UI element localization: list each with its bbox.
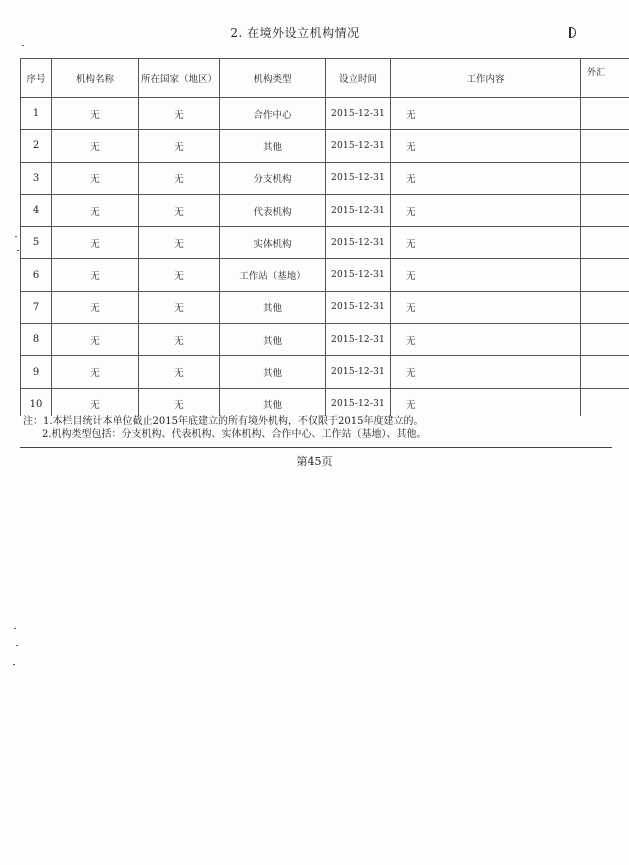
row-index-cell: 5 — [21, 227, 52, 259]
country-cell: 无 — [139, 98, 220, 130]
work-content-cell: 无 — [391, 98, 581, 130]
establish-date-cell: 2015-12-31 — [326, 324, 391, 356]
institution-name-cell: 无 — [52, 388, 139, 416]
country-cell: 无 — [139, 356, 220, 388]
section-title: 2. 在境外设立机构情况 — [230, 26, 360, 40]
institution-type-cell: 分支机构 — [220, 162, 326, 194]
institution-type-cell: 实体机构 — [220, 227, 326, 259]
foreign-exchange-cell — [581, 130, 629, 162]
country-cell: 无 — [139, 291, 220, 323]
divider — [20, 447, 612, 448]
row-index-cell: 8 — [21, 324, 52, 356]
table-row — [21, 259, 629, 291]
foreign-exchange-cell — [581, 194, 629, 226]
header-institution-type: 机构类型 — [220, 59, 326, 98]
table-notes — [23, 416, 613, 441]
work-content-cell: 无 — [391, 259, 581, 291]
foreign-exchange-cell — [581, 162, 629, 194]
institution-name-cell: 无 — [52, 259, 139, 291]
header-work-content: 工作内容 — [391, 59, 581, 98]
institution-name-cell: 无 — [52, 194, 139, 226]
country-cell: 无 — [139, 162, 220, 194]
table-row — [21, 194, 629, 226]
work-content-cell: 无 — [391, 194, 581, 226]
work-content-cell: 无 — [391, 291, 581, 323]
institution-name-cell: 无 — [52, 162, 139, 194]
establish-date-cell: 2015-12-31 — [326, 162, 391, 194]
row-index-cell: 3 — [21, 162, 52, 194]
row-index-cell: 10 — [21, 388, 52, 416]
institution-type-cell: 工作站（基地） — [220, 259, 326, 291]
establish-date-cell: 2015-12-31 — [326, 194, 391, 226]
establish-date-cell: 2015-12-31 — [326, 291, 391, 323]
work-content-cell: 无 — [391, 227, 581, 259]
header-establish-date: 设立时间 — [326, 59, 391, 98]
country-cell: 无 — [139, 130, 220, 162]
institution-name-cell: 无 — [52, 98, 139, 130]
establish-date-cell: 2015-12-31 — [326, 130, 391, 162]
work-content-cell: 无 — [391, 324, 581, 356]
country-cell: 无 — [139, 194, 220, 226]
foreign-exchange-cell — [581, 388, 629, 416]
country-cell: 无 — [139, 324, 220, 356]
foreign-exchange-cell — [581, 98, 629, 130]
table-row — [21, 162, 629, 194]
table-row — [21, 291, 629, 323]
row-index-cell: 7 — [21, 291, 52, 323]
note-line: 2.机构类型包括：分支机构、代表机构、实体机构、合作中心、工作站（基地）、其他。 — [42, 428, 427, 440]
foreign-exchange-cell — [581, 356, 629, 388]
note-line: 注：1.本栏目统计本单位截止2015年底建立的所有境外机构，不仅限于2015年度建立的。 — [23, 416, 424, 427]
country-cell: 无 — [139, 388, 220, 416]
header-index: 序号 — [21, 59, 52, 98]
work-content-cell: 无 — [391, 356, 581, 388]
establish-date-cell: 2015-12-31 — [326, 259, 391, 291]
institution-name-cell: 无 — [52, 291, 139, 323]
row-index-cell: 4 — [21, 194, 52, 226]
institution-type-cell: 代表机构 — [220, 194, 326, 226]
institution-name-cell: 无 — [52, 130, 139, 162]
header-foreign-exchange: 外汇 — [581, 59, 629, 98]
country-cell: 无 — [139, 227, 220, 259]
overseas-institutions-table — [20, 58, 629, 416]
foreign-exchange-cell — [581, 259, 629, 291]
institution-type-cell: 其他 — [220, 324, 326, 356]
institution-name-cell: 无 — [52, 356, 139, 388]
table-row — [21, 98, 629, 130]
table-row — [21, 324, 629, 356]
table-header-row — [21, 59, 629, 98]
institution-type-cell: 其他 — [220, 388, 326, 416]
institution-name-cell: 无 — [52, 227, 139, 259]
row-index-cell: 6 — [21, 259, 52, 291]
work-content-cell: 无 — [391, 388, 581, 416]
header-country: 所在国家（地区） — [139, 59, 220, 98]
establish-date-cell: 2015-12-31 — [326, 356, 391, 388]
row-index-cell: 9 — [21, 356, 52, 388]
table-row — [21, 356, 629, 388]
foreign-exchange-cell — [581, 227, 629, 259]
table-row — [21, 130, 629, 162]
country-cell: 无 — [139, 259, 220, 291]
page-number: 第45页 — [296, 455, 333, 468]
row-index-cell: 1 — [21, 98, 52, 130]
establish-date-cell: 2015-12-31 — [326, 98, 391, 130]
table-row — [21, 388, 629, 416]
foreign-exchange-cell — [581, 324, 629, 356]
institution-type-cell: 其他 — [220, 130, 326, 162]
institution-type-cell: 合作中心 — [220, 98, 326, 130]
row-index-cell: 2 — [21, 130, 52, 162]
foreign-exchange-cell — [581, 291, 629, 323]
institution-name-cell: 无 — [52, 324, 139, 356]
establish-date-cell: 2015-12-31 — [326, 388, 391, 416]
work-content-cell: 无 — [391, 162, 581, 194]
establish-date-cell: 2015-12-31 — [326, 227, 391, 259]
institution-type-cell: 其他 — [220, 356, 326, 388]
institution-type-cell: 其他 — [220, 291, 326, 323]
header-institution-name: 机构名称 — [52, 59, 139, 98]
table-row — [21, 227, 629, 259]
work-content-cell: 无 — [391, 130, 581, 162]
